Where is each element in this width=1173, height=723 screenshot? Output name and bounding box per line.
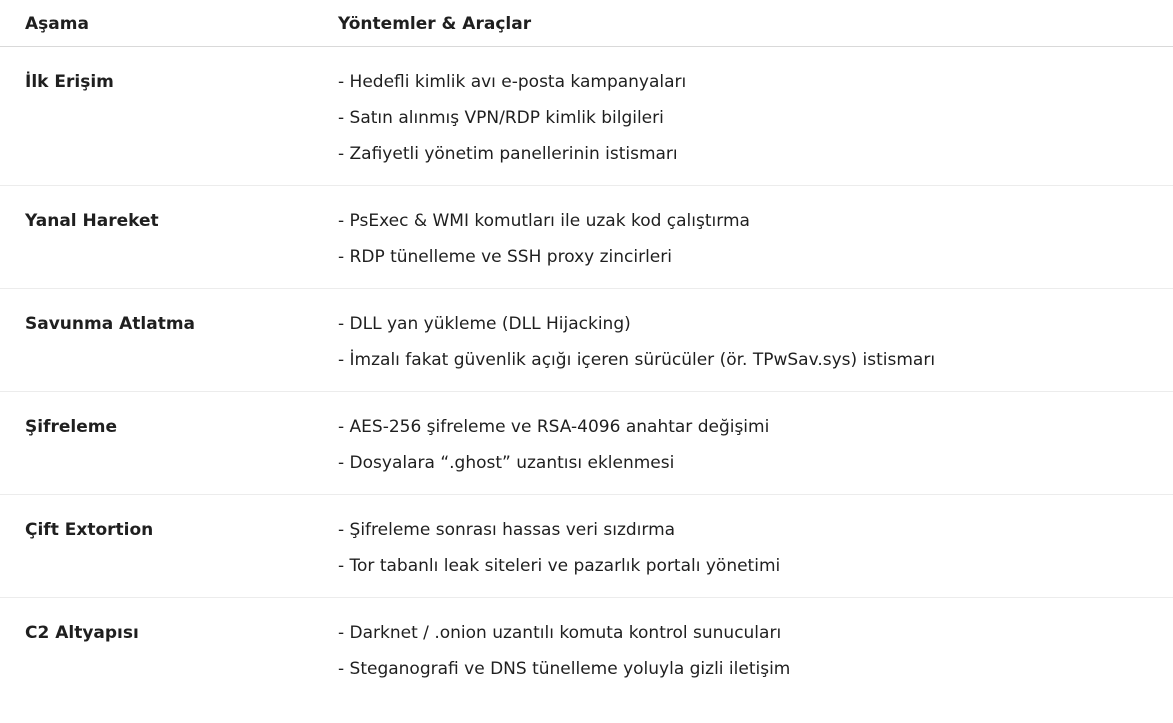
method-item: - Darknet / .onion uzantılı komuta kontrol sunucuları [338,623,782,643]
stage-name: Çift Extortion [25,520,154,540]
header-methods: Yöntemler & Araçlar [338,14,532,34]
method-item: - AES-256 şifreleme ve RSA-4096 anahtar değişimi [338,417,770,437]
method-item: - RDP tünelleme ve SSH proxy zincirleri [338,247,672,267]
stage-name: Savunma Atlatma [25,314,195,334]
table-row [0,392,1173,495]
method-item: - Tor tabanlı leak siteleri ve pazarlık portalı yönetimi [338,556,781,576]
table-row [0,598,1173,701]
method-item: - İmzalı fakat güvenlik açığı içeren sürücüler (ör. TPwSav.sys) istismarı [338,350,936,370]
methods-list [338,70,686,178]
methods-list [338,621,790,693]
table-header [0,0,1173,47]
method-item: - Dosyalara “.ghost” uzantısı eklenmesi [338,453,675,473]
stage-name: İlk Erişim [25,72,114,92]
method-item: - DLL yan yükleme (DLL Hijacking) [338,314,631,334]
method-item: - Satın alınmış VPN/RDP kimlik bilgileri [338,108,664,128]
table-row [0,289,1173,392]
methods-list [338,209,750,281]
method-item: - PsExec & WMI komutları ile uzak kod çalıştırma [338,211,750,231]
table-row [0,495,1173,598]
method-item: - Steganografi ve DNS tünelleme yoluyla gizli iletişim [338,659,791,679]
stage-name: Yanal Hareket [25,211,159,231]
stage-name: Şifreleme [25,417,117,437]
method-item: - Hedefli kimlik avı e-posta kampanyaları [338,72,687,92]
methods-list [338,415,769,487]
table-row [0,47,1173,186]
method-item: - Zafiyetli yönetim panellerinin istismarı [338,144,678,164]
methods-list [338,312,935,384]
method-item: - Şifreleme sonrası hassas veri sızdırma [338,520,676,540]
stage-name: C2 Altyapısı [25,623,139,643]
table-row [0,186,1173,289]
header-stage: Aşama [25,14,89,34]
methods-list [338,518,780,590]
